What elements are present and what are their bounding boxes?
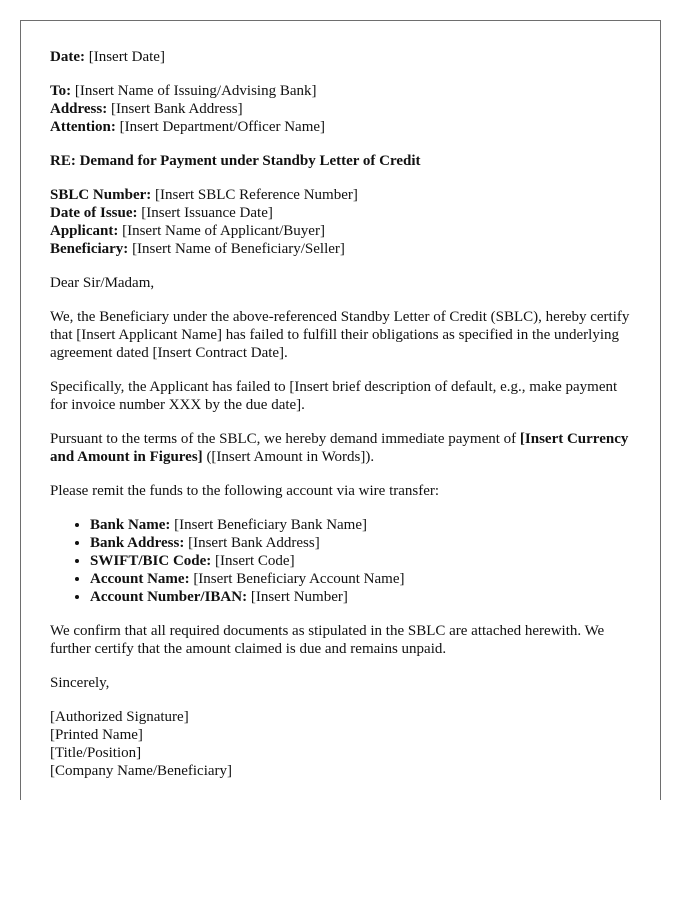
date-block bbox=[50, 48, 635, 66]
demand-text-suffix: ([Insert Amount in Words]). bbox=[202, 449, 375, 465]
salutation: Dear Sir/Madam, bbox=[50, 275, 155, 291]
swift-code-label: SWIFT/BIC Code: bbox=[90, 553, 212, 569]
company-name-line: [Company Name/Beneficiary] bbox=[50, 763, 233, 779]
account-name-value: [Insert Beneficiary Account Name] bbox=[189, 571, 405, 587]
paragraph-default-description: Specifically, the Applicant has failed to [Insert brief description of default, e.g., make payment for invoice number XXX by the due date]. bbox=[50, 379, 618, 413]
attention-line bbox=[50, 118, 635, 136]
title-position-line: [Title/Position] bbox=[50, 745, 142, 761]
paragraph-confirmation: We confirm that all required documents as stipulated in the SBLC are attached herewith. We further certify that the amount claimed is due and remains unpaid. bbox=[50, 623, 605, 657]
demand-text-prefix: Pursuant to the terms of the SBLC, we hereby demand immediate payment of bbox=[50, 431, 520, 447]
attention-label: Attention: bbox=[50, 119, 116, 135]
to-value: [Insert Name of Issuing/Advising Bank] bbox=[71, 83, 317, 99]
beneficiary-value: [Insert Name of Beneficiary/Seller] bbox=[128, 241, 345, 257]
bank-name-label: Bank Name: bbox=[90, 517, 171, 533]
signature-block bbox=[50, 708, 635, 780]
letter-page bbox=[20, 20, 661, 800]
date-of-issue-line bbox=[50, 204, 635, 222]
sblc-details-block bbox=[50, 186, 635, 258]
printed-name-line: [Printed Name] bbox=[50, 727, 143, 743]
demand-amount-figures: [Insert Currency and Amount in Figures] bbox=[50, 431, 629, 465]
account-number-label: Account Number/IBAN: bbox=[90, 589, 248, 605]
date-line bbox=[50, 48, 635, 66]
date-value: [Insert Date] bbox=[84, 49, 165, 65]
recipient-block bbox=[50, 82, 635, 136]
bank-address-value: [Insert Bank Address] bbox=[184, 535, 320, 551]
applicant-value: [Insert Name of Applicant/Buyer] bbox=[118, 223, 325, 239]
letter-content bbox=[50, 48, 635, 780]
account-name-label: Account Name: bbox=[90, 571, 190, 587]
paragraph-demand bbox=[50, 430, 635, 466]
address-value: [Insert Bank Address] bbox=[107, 101, 243, 117]
bank-address-label: Bank Address: bbox=[90, 535, 185, 551]
bank-details-list bbox=[50, 516, 635, 606]
paragraph-certification: We, the Beneficiary under the above-referenced Standby Letter of Credit (SBLC), hereby certify that [Insert Applicant Name] has failed to fulfill their obligations as specified in the underlying agreement dated [Insert Contract Date]. bbox=[50, 309, 630, 361]
swift-code-value: [Insert Code] bbox=[211, 553, 295, 569]
list-item-account-name bbox=[90, 570, 635, 588]
beneficiary-line bbox=[50, 240, 635, 258]
applicant-label: Applicant: bbox=[50, 223, 119, 239]
date-of-issue-label: Date of Issue: bbox=[50, 205, 138, 221]
address-line bbox=[50, 100, 635, 118]
date-label: Date: bbox=[50, 49, 85, 65]
to-line bbox=[50, 82, 635, 100]
to-label: To: bbox=[50, 83, 72, 99]
list-item-bank-address bbox=[90, 534, 635, 552]
paragraph-remit-instructions: Please remit the funds to the following account via wire transfer: bbox=[50, 483, 440, 499]
sblc-number-line bbox=[50, 186, 635, 204]
beneficiary-label: Beneficiary: bbox=[50, 241, 129, 257]
list-item-account-number bbox=[90, 588, 635, 606]
subject-line: RE: Demand for Payment under Standby Letter of Credit bbox=[50, 153, 421, 169]
sblc-number-value: [Insert SBLC Reference Number] bbox=[151, 187, 358, 203]
bank-name-value: [Insert Beneficiary Bank Name] bbox=[170, 517, 368, 533]
attention-value: [Insert Department/Officer Name] bbox=[115, 119, 326, 135]
closing: Sincerely, bbox=[50, 675, 110, 691]
date-of-issue-value: [Insert Issuance Date] bbox=[137, 205, 273, 221]
sblc-number-label: SBLC Number: bbox=[50, 187, 152, 203]
list-item-bank-name bbox=[90, 516, 635, 534]
applicant-line bbox=[50, 222, 635, 240]
account-number-value: [Insert Number] bbox=[247, 589, 348, 605]
address-label: Address: bbox=[50, 101, 108, 117]
list-item-swift-code bbox=[90, 552, 635, 570]
signature-line: [Authorized Signature] bbox=[50, 709, 189, 725]
